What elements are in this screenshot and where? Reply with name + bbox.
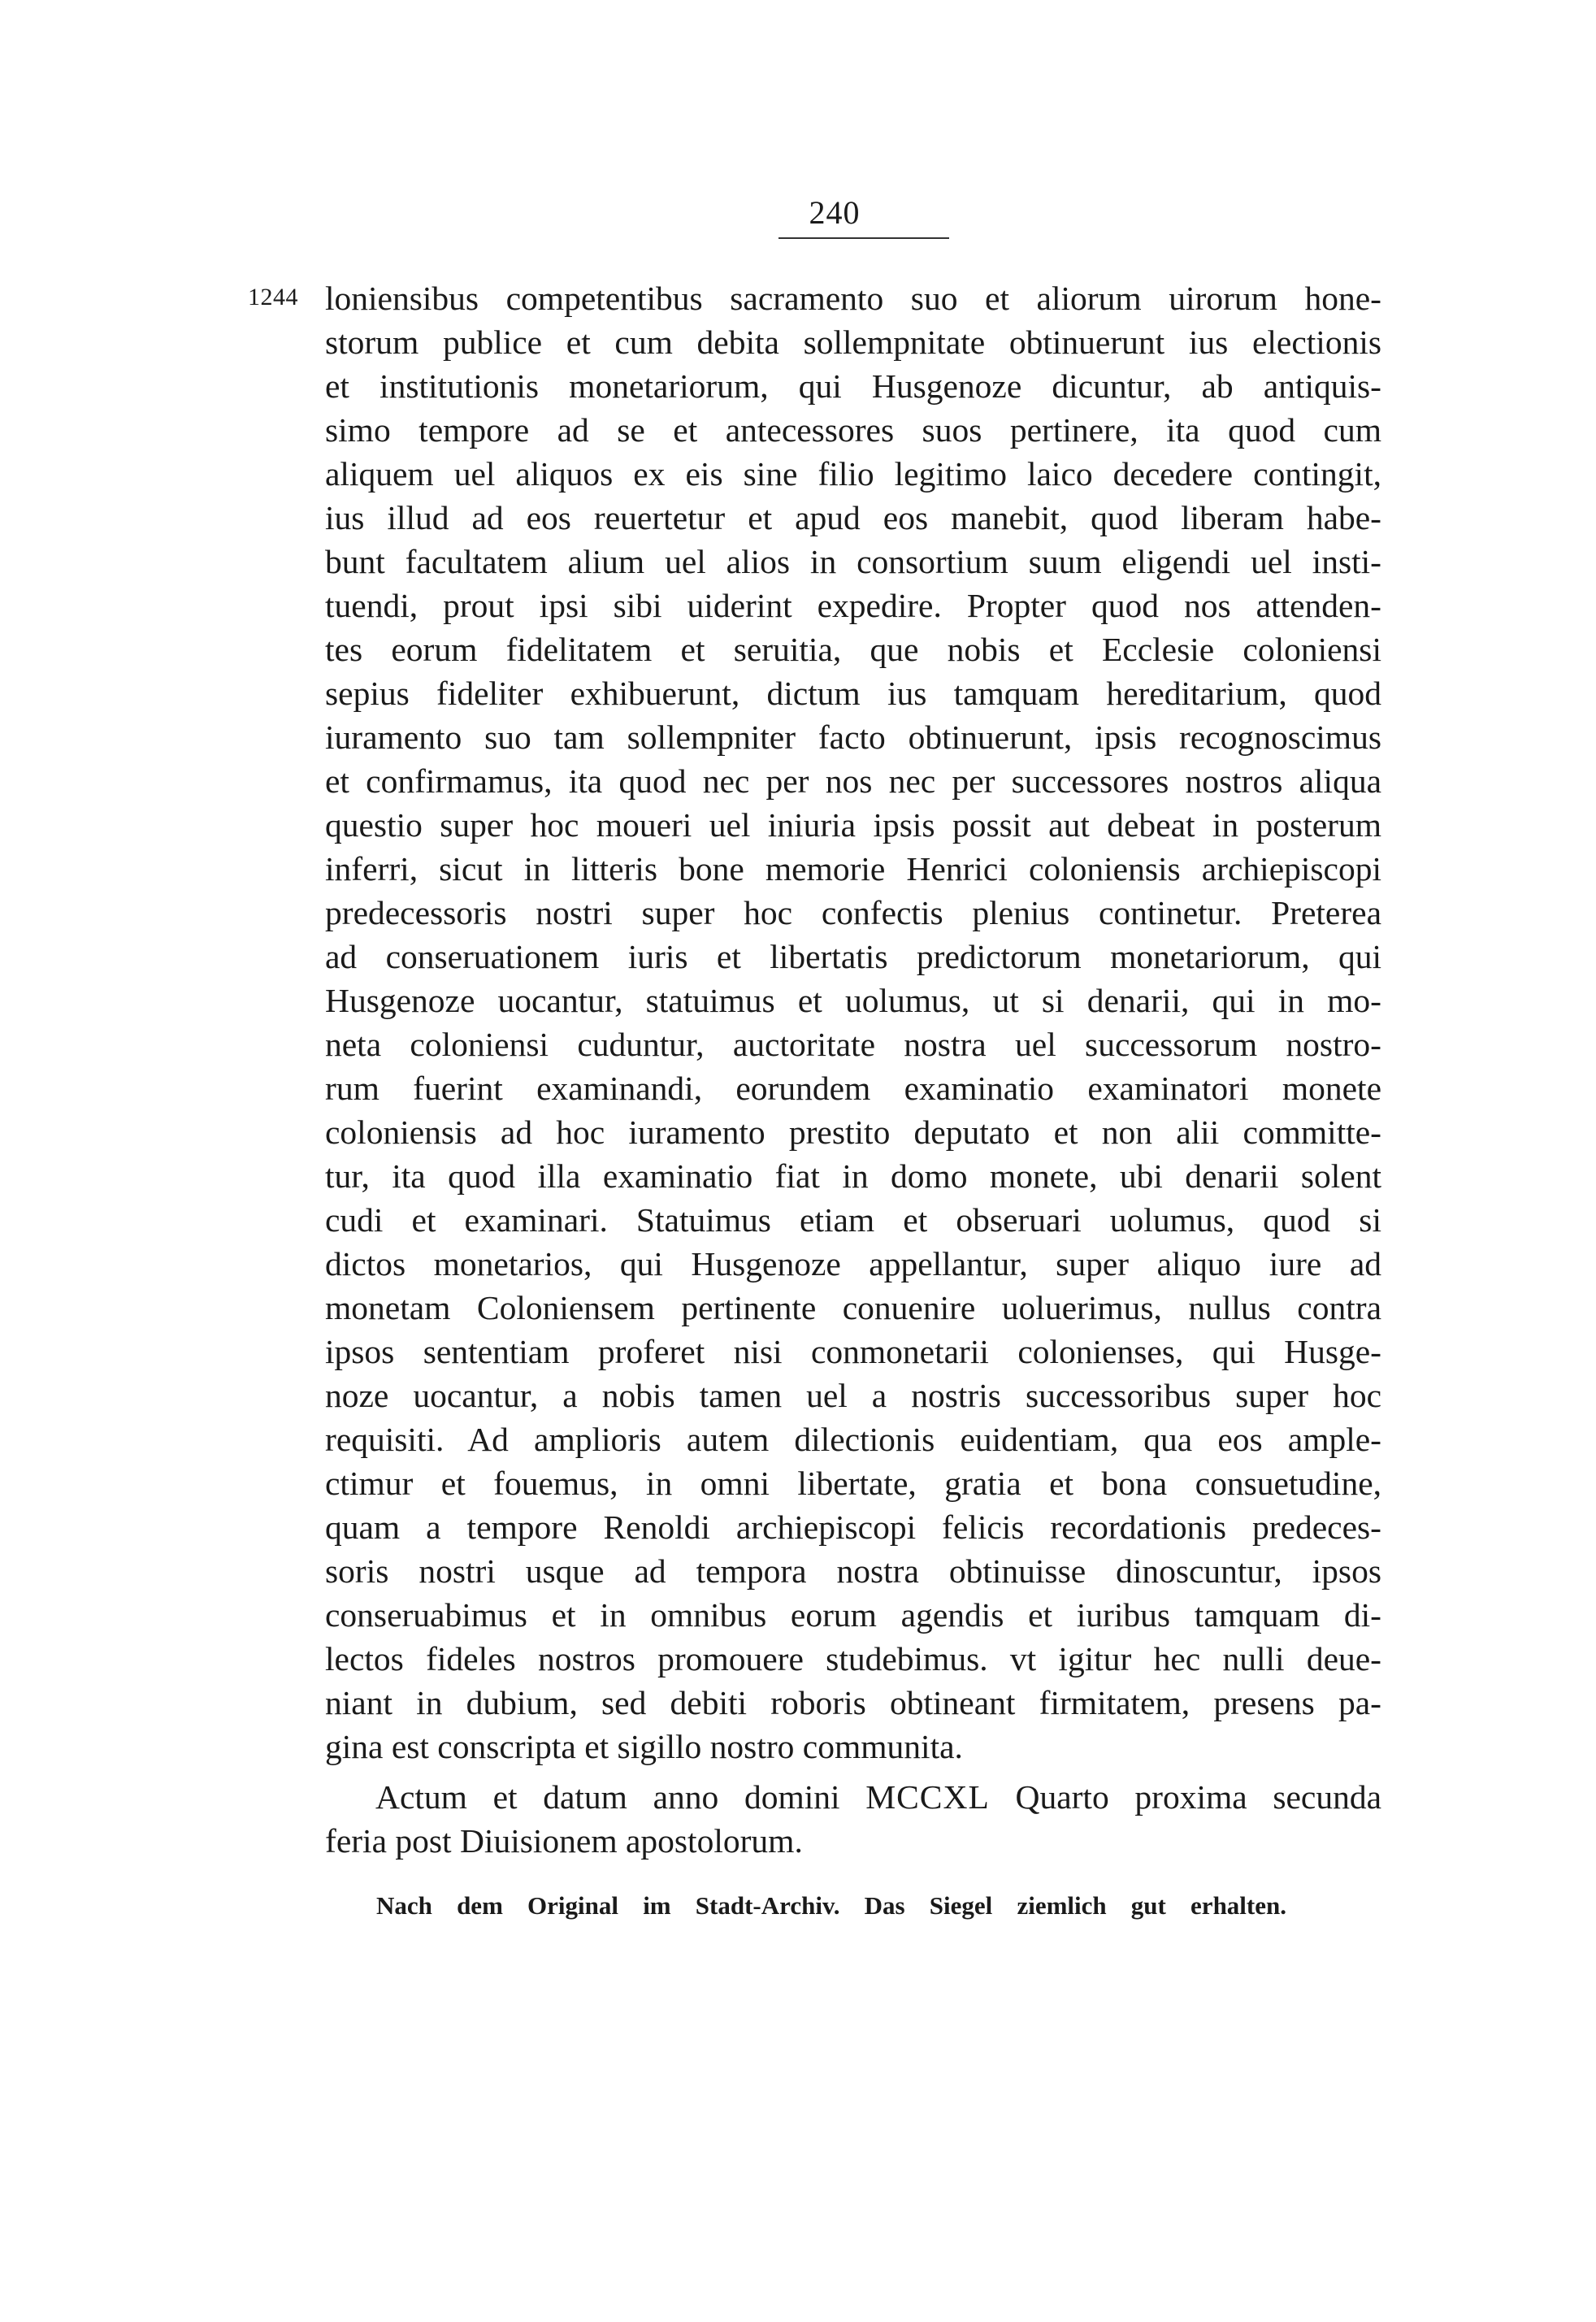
text-line: bunt facultatem alium uel alios in consortium suum eligendi uel insti- [325, 543, 1381, 580]
text-line: et institutionis monetariorum, qui Husgenoze dicuntur, ab antiquis- [325, 367, 1381, 405]
text-line: dictos monetarios, qui Husgenoze appellantur, super aliquo iure ad [325, 1245, 1381, 1283]
dating-line: feria post Diuisionem apostolorum. [325, 1822, 803, 1860]
text-line: noze uocantur, a nobis tamen uel a nostris successoribus super hoc [325, 1377, 1381, 1414]
text-line: iuramento suo tam sollempniter facto obtinuerunt, ipsis recognoscimus [325, 718, 1381, 756]
text-line: tur, ita quod illa examinatio fiat in domo monete, ubi denarii solent [325, 1157, 1381, 1195]
text-line: questio super hoc moueri uel iniuria ipsis possit aut debeat in posterum [325, 806, 1381, 844]
text-line: tes eorum fidelitatem et seruitia, que nobis et Ecclesie coloniensi [325, 631, 1381, 668]
dating-text: Quarto proxima secunda [989, 1778, 1382, 1816]
text-line: et confirmamus, ita quod nec per nos nec per successores nostros aliqua [325, 762, 1381, 800]
text-line: monetam Coloniensem pertinente conuenire uoluerimus, nullus contra [325, 1289, 1381, 1326]
text-line: ius illud ad eos reuertetur et apud eos manebit, quod liberam habe- [325, 499, 1381, 536]
dating-line [375, 1775, 1381, 1819]
header-rule [778, 237, 949, 239]
text-line: ad conseruationem iuris et libertatis predictorum monetariorum, qui [325, 938, 1381, 975]
text-line: inferri, sicut in litteris bone memorie Henrici coloniensis archiepiscopi [325, 850, 1381, 888]
text-line: rum fuerint examinandi, eorundem examinatio examinatori monete [325, 1070, 1381, 1107]
text-line: loniensibus competentibus sacramento suo et aliorum uirorum hone- [325, 280, 1381, 317]
text-line: sepius fideliter exhibuerunt, dictum ius tamquam hereditarium, quod [325, 675, 1381, 712]
text-line: ipsos sententiam proferet nisi conmonetarii colonienses, qui Husge- [325, 1333, 1381, 1370]
text-line: lectos fideles nostros promouere studebimus. vt igitur hec nulli deue- [325, 1640, 1381, 1677]
roman-numeral-year: MCCXL [865, 1778, 990, 1816]
text-line: neta coloniensi cuduntur, auctoritate nostra uel successorum nostro- [325, 1026, 1381, 1063]
text-line: predecessoris nostri super hoc confectis plenius continetur. Preterea [325, 894, 1381, 931]
text-line: gina est conscripta et sigillo nostro communita. [325, 1728, 963, 1765]
text-line: ctimur et fouemus, in omni libertate, gratia et bona consuetudine, [325, 1465, 1381, 1502]
text-line: conseruabimus et in omnibus eorum agendis et iuribus tamquam di- [325, 1596, 1381, 1634]
text-line: niant in dubium, sed debiti roboris obtineant firmitatem, presens pa- [325, 1684, 1381, 1721]
source-note: Nach dem Original im Stadt-Archiv. Das Siegel ziemlich gut erhalten. [376, 1891, 1286, 1920]
text-line: cudi et examinari. Statuimus etiam et obseruari uolumus, quod si [325, 1201, 1381, 1239]
dating-text: Actum et datum anno domini [375, 1778, 866, 1816]
text-line: storum publice et cum debita sollempnitate obtinuerunt ius electionis [325, 323, 1381, 361]
text-line: quam a tempore Renoldi archiepiscopi felicis recordationis predeces- [325, 1508, 1381, 1546]
text-line: requisiti. Ad amplioris autem dilectionis euidentiam, qua eos ample- [325, 1421, 1381, 1458]
text-line: tuendi, prout ipsi sibi uiderint expedire. Propter quod nos attenden- [325, 587, 1381, 624]
text-line: aliquem uel aliquos ex eis sine filio legitimo laico decedere contingit, [325, 455, 1381, 493]
page-number: 240 [809, 194, 861, 231]
text-line: soris nostri usque ad tempora nostra obtinuisse dinoscuntur, ipsos [325, 1552, 1381, 1590]
text-line: Husgenoze uocantur, statuimus et uolumus, ut si denarii, qui in mo- [325, 982, 1381, 1019]
text-line: coloniensis ad hoc iuramento prestito deputato et non alii committe- [325, 1113, 1381, 1151]
margin-year: 1244 [248, 284, 298, 310]
text-line: simo tempore ad se et antecessores suos pertinere, ita quod cum [325, 411, 1381, 449]
